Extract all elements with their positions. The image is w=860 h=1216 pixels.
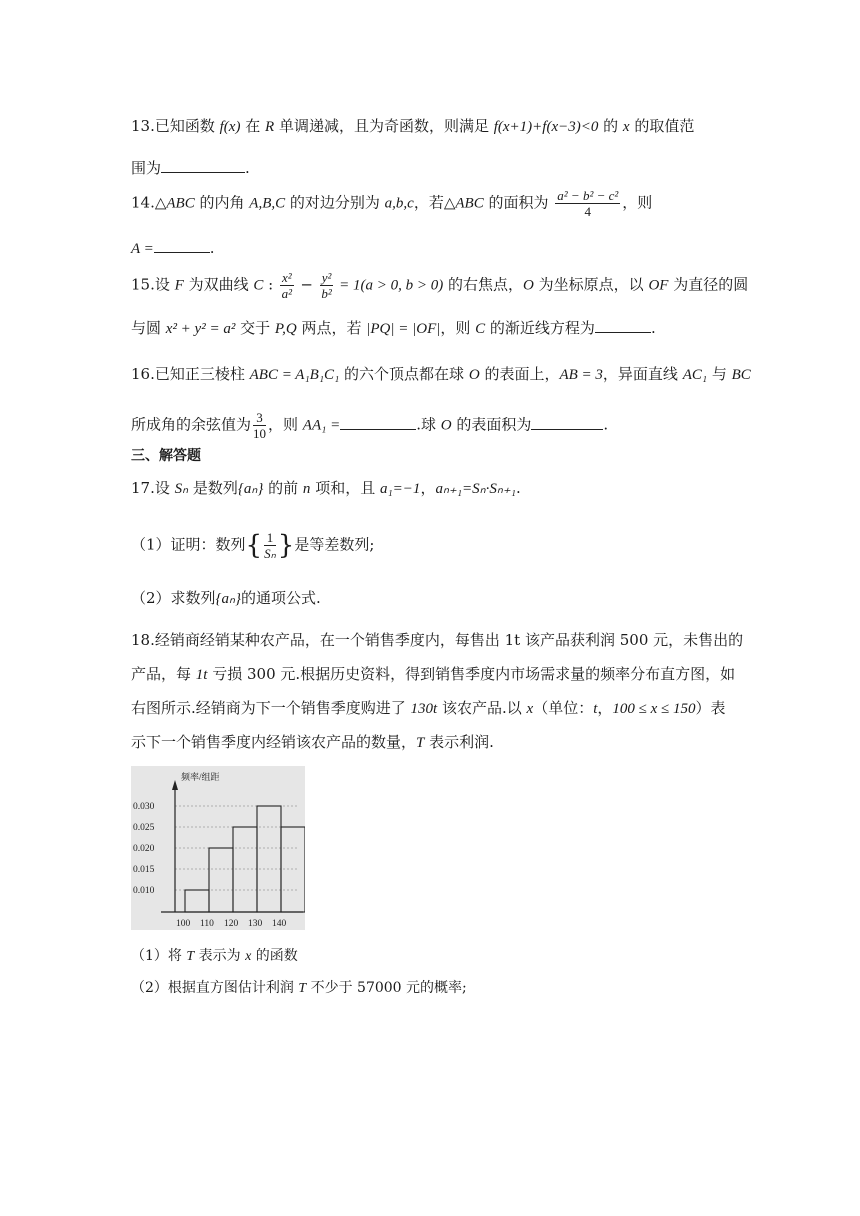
text: ，则: [268, 415, 303, 434]
text: .: [650, 319, 656, 337]
answer-blank: [154, 238, 210, 253]
q13-line2: [131, 158, 250, 178]
q18-line3: [131, 698, 726, 719]
math-ab: AB = 3: [559, 367, 603, 383]
text: ，: [420, 479, 436, 497]
text: 17.设: [131, 479, 175, 497]
text: 是数列: [188, 479, 238, 497]
math-sides: a,b,c: [384, 195, 414, 212]
histogram-bar: [281, 827, 305, 912]
math-a: A =: [131, 241, 154, 257]
text: 所成角的余弦值为: [131, 415, 252, 434]
text: （1）将: [131, 948, 187, 964]
text: 项和，且: [310, 479, 380, 497]
text: 与圆: [131, 319, 166, 337]
fraction-numerator: x²: [281, 270, 292, 285]
fraction-denominator: 10: [253, 426, 267, 441]
text: ，则: [622, 193, 653, 212]
text: 13.已知函数: [131, 117, 220, 135]
y-tick-labels: [133, 802, 155, 896]
text: 右图所示.经销商为下一个销售季度购进了: [131, 699, 411, 717]
text: （2）求数列: [131, 589, 216, 607]
text: 表示利润.: [424, 733, 494, 751]
math-sn: Sₙ: [174, 481, 189, 497]
math-abc: ABC: [455, 195, 484, 212]
y-axis-arrow: [172, 780, 178, 790]
math-equation: = 1(a > 0, b > 0): [335, 277, 444, 294]
q16-line2: [131, 410, 608, 441]
fraction-numerator: a² − b² − c²: [557, 188, 619, 203]
math-an: {aₙ}: [215, 591, 242, 607]
text: 是等差数列;: [294, 535, 375, 554]
q14-line2: [131, 238, 215, 259]
text: 的表面上，: [479, 365, 560, 383]
text: 亏损 300 元.根据历史资料，得到销售季度内市场需求量的频率分布直方图，如: [207, 665, 736, 683]
reciprocal-fraction: [264, 530, 276, 561]
q18-line2: [131, 664, 735, 685]
answer-blank: [595, 318, 651, 333]
math-abc: ABC: [166, 195, 195, 212]
fraction-numerator: 1: [264, 530, 276, 546]
q15-line1: [131, 270, 748, 301]
math-a1: a₁=−1: [379, 481, 421, 497]
text: 14.△: [131, 193, 167, 212]
q18-sub1: [131, 946, 298, 967]
text: .: [209, 239, 215, 257]
math-circle: x² + y² = a²: [165, 321, 236, 337]
x-tick-label: 140: [272, 919, 287, 929]
y-axis-label: 频率/组距: [181, 772, 220, 782]
q17-sub2: [131, 588, 321, 609]
math-t-profit: T: [416, 735, 425, 751]
text: 该农产品.以: [437, 699, 527, 717]
text: ，若△: [413, 193, 456, 212]
y-tick-label: 0.025: [133, 823, 155, 833]
fraction-denominator: a²: [281, 286, 292, 301]
text: 单调递减，且为奇函数，则满足: [274, 117, 494, 135]
math-t-profit: T: [186, 949, 195, 964]
math-fx: f(x): [219, 119, 241, 135]
text: 的取值范: [629, 117, 695, 135]
text: 为坐标原点，以: [533, 275, 649, 294]
math-pq: P,Q: [274, 321, 297, 337]
histogram-chart: [131, 766, 305, 930]
y-tick-label: 0.030: [133, 802, 155, 812]
text: 的面积为: [483, 193, 554, 212]
text: 围为: [131, 159, 162, 177]
text: 的渐近线方程为: [485, 319, 595, 337]
y-tick-label: 0.020: [133, 844, 155, 854]
fraction-denominator: 4: [584, 204, 592, 219]
math-x: x: [245, 949, 252, 964]
histogram-figure: [131, 766, 305, 930]
math-an: {aₙ}: [237, 481, 264, 497]
q18-line1: 18.经销商经销某种农产品，在一个销售季度内，每售出 1t 该产品获利润 500 元，未售出的: [131, 631, 744, 649]
math-of: OF: [648, 277, 669, 294]
answer-blank: [161, 158, 245, 173]
right-brace: }: [277, 530, 295, 561]
math-f: F: [174, 277, 184, 294]
text: 的六个顶点都在球: [339, 365, 469, 383]
left-brace: {: [245, 530, 263, 561]
text: ，异面直线: [602, 365, 683, 383]
math-r: R: [265, 119, 275, 135]
text: 的前: [263, 479, 303, 497]
area-fraction: [555, 188, 620, 219]
text: 交于: [235, 319, 275, 337]
math-o: O: [523, 277, 534, 294]
q13-line1: [131, 116, 694, 137]
text: 为双曲线: [183, 275, 254, 294]
text: 的右焦点，: [443, 275, 524, 294]
math-1t: 1t: [195, 667, 208, 683]
text: 的函数: [251, 948, 298, 964]
text: .: [516, 479, 521, 497]
math-range: 100 ≤ x ≤ 150: [612, 701, 696, 717]
text: ，则: [440, 319, 476, 337]
math-c: C: [253, 277, 264, 294]
math-bc: BC: [731, 367, 751, 383]
y-tick-label: 0.010: [133, 886, 155, 896]
y-tick-label: 0.015: [133, 865, 155, 875]
math-c: C: [475, 321, 486, 337]
text: （单位：: [533, 699, 594, 717]
text: 16.已知正三棱柱: [131, 365, 250, 383]
text: .: [245, 159, 250, 177]
x-tick-label: 120: [224, 919, 239, 929]
text: 的内角: [194, 193, 250, 212]
bars: [185, 806, 305, 912]
x-tick-label: 100: [176, 919, 191, 929]
text: 产品，每: [131, 665, 196, 683]
text: .球: [416, 415, 441, 434]
text: 的: [598, 117, 623, 135]
x-tick-label: 110: [200, 919, 214, 929]
math-ac1: AC₁: [682, 367, 708, 383]
fraction-denominator: Sₙ: [264, 546, 276, 561]
q18-sub2: [131, 978, 467, 999]
fraction-denominator: b²: [321, 286, 332, 301]
math-t-profit: T: [298, 981, 307, 996]
math-angles: A,B,C: [249, 195, 286, 212]
text: ，: [597, 699, 613, 717]
math-o: O: [440, 417, 452, 434]
text: 的对边分别为: [285, 193, 385, 212]
cos-fraction: [253, 410, 266, 441]
x-tick-label: 130: [248, 919, 263, 929]
math-130t: 130t: [410, 701, 438, 717]
math-recurrence: aₙ₊₁=Sₙ·Sₙ₊₁: [435, 481, 517, 497]
math-x: x: [622, 119, 630, 135]
text: .: [603, 415, 609, 434]
histogram-bar: [257, 806, 281, 912]
grid-lines: [175, 806, 299, 890]
q16-line1: [131, 364, 751, 385]
text: 表示为: [194, 948, 246, 964]
math-prism: ABC = A₁B₁C₁: [249, 367, 340, 383]
text: 为直径的圆: [668, 275, 749, 294]
math-x: x: [526, 701, 534, 717]
text: 两点，若: [296, 319, 367, 337]
text: （1）证明：数列: [131, 535, 246, 554]
text: −: [295, 275, 318, 294]
math-t: t: [593, 701, 598, 717]
math-abs: |PQ| = |OF|: [366, 321, 441, 337]
answer-blank: [340, 415, 416, 430]
answer-blank: [531, 415, 603, 430]
math-inequality: f(x+1)+f(x−3)<0: [493, 119, 599, 135]
text: （2）根据直方图估计利润: [131, 980, 299, 996]
histogram-bar: [185, 890, 209, 912]
text: 在: [240, 117, 265, 135]
q14-line1: [131, 188, 652, 219]
x-tick-labels: [176, 919, 287, 929]
q18-line4: [131, 732, 494, 753]
text: :: [263, 275, 278, 294]
text: ）表: [695, 699, 726, 717]
y-fraction: [320, 270, 334, 301]
q17-line1: [131, 478, 521, 499]
fraction-numerator: 3: [253, 410, 266, 426]
text: 不少于 57000 元的概率;: [306, 980, 467, 996]
math-o: O: [468, 367, 480, 383]
text: 示下一个销售季度内经销该农产品的数量，: [131, 733, 417, 751]
histogram-bar: [209, 848, 233, 912]
section-heading: 三、解答题: [131, 448, 201, 464]
text: 的表面积为: [451, 415, 532, 434]
text: 与: [707, 365, 732, 383]
fraction-numerator: y²: [321, 270, 332, 285]
text: 15.设: [131, 275, 175, 294]
q17-sub1: [131, 530, 374, 561]
x-fraction: [280, 270, 294, 301]
text: 的通项公式.: [241, 589, 321, 607]
histogram-bar: [233, 827, 257, 912]
math-n: n: [302, 481, 311, 497]
q15-line2: [131, 318, 656, 339]
math-aa1: AA₁ =: [302, 417, 341, 434]
